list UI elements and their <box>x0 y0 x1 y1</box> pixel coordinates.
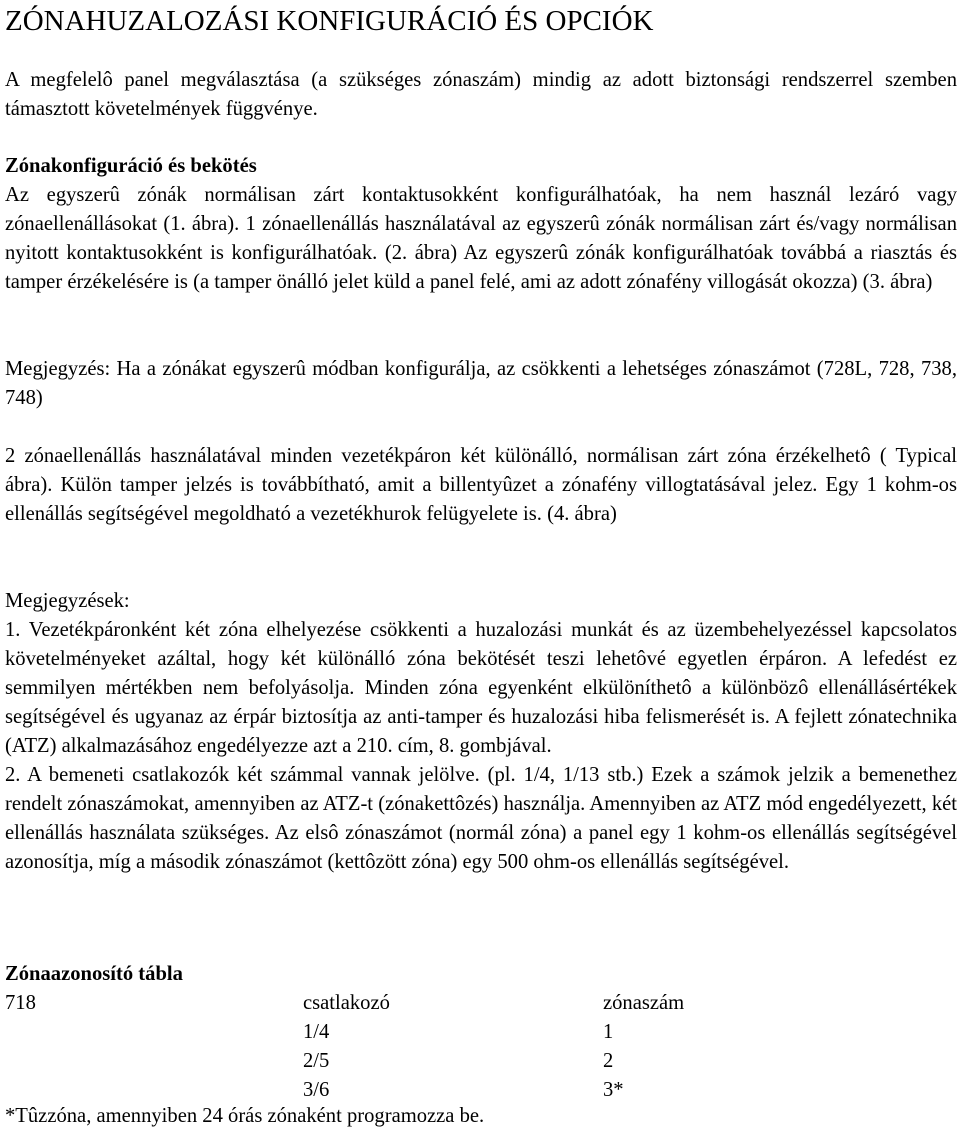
zone-table-heading: Zónaazonosító tábla <box>5 963 183 985</box>
table-cell-zone: 1 <box>603 1021 614 1043</box>
notes-heading: Megjegyzések: <box>5 590 130 612</box>
notes-item-2: 2. A bemeneti csatlakozók két számmal vannak jelölve. (pl. 1/4, 1/13 stb.) Ezek a számok jelzik a bemenethez rendelt zónaszámokat, amennyiben az ATZ-t (zónakettôzés) használja. Amennyiben az ATZ mód engedélyezett, két ellenállás használata szükséges. Az elsô zónaszámot (normál zóna) a panel egy 1 kohm-os ellenállás segítségével azonosítja, míg a második zónaszámot (kettôzött zóna) egy 500 ohm-os ellenállás segítségével. <box>5 764 957 873</box>
section-body: Az egyszerû zónák normálisan zárt kontaktusokként konfigurálhatóak, ha nem használ lezáró vagy zónaellenállásokat (1. ábra). 1 zónaellenállás használatával az egyszerû zónák normálisan zárt és/vagy normálisan nyitott kontaktusokként is konfigurálhatóak. (2. ábra) Az egyszerû zónák konfigurálhatóak továbbá a riasztás és tamper érzékelésére is (a tamper önálló jelet küld a panel felé, ami az adott zónafény villogását okozza) (3. ábra) <box>5 184 957 293</box>
zone-table-header-connector: csatlakozó <box>303 992 390 1014</box>
notes-section <box>5 587 957 877</box>
section-zone-configuration <box>5 152 957 297</box>
zone-table-header-zone: zónaszám <box>603 992 685 1014</box>
intro-paragraph: A megfelelô panel megválasztása (a szükséges zónaszám) mindig az adott biztonsági rendszerrel szemben támasztott követelmények függvénye. <box>5 69 957 120</box>
table-cell-connector: 2/5 <box>303 1050 330 1072</box>
note-paragraph: Megjegyzés: Ha a zónákat egyszerû módban konfigurálja, az csökkenti a lehetséges zónaszámot (728L, 728, 738, 748) <box>5 358 957 409</box>
notes-item-1: 1. Vezetékpáronként két zóna elhelyezése csökkenti a huzalozási munkát és az üzembehelyezéssel kapcsolatos követelményeket azáltal, hogy két különálló zóna bekötését teszi lehetôvé egyetlen érpáron. A lefedést ez semmilyen mértékben nem befolyásolja. Minden zóna egyenként elkülöníthetô a különbözô ellenállásértékek segítségével és ugyanaz az érpár biztosítja az anti-tamper és huzalozási hiba felismerését is. A fejlett zónatechnika (ATZ) alkalmazásához engedélyezze azt a 210. cím, 8. gombjával. <box>5 619 957 757</box>
table-cell-connector: 1/4 <box>303 1021 330 1043</box>
zone-table-model: 718 <box>5 992 36 1014</box>
section-heading: Zónakonfiguráció és bekötés <box>5 155 257 177</box>
two-resistor-paragraph: 2 zónaellenállás használatával minden vezetékpáron két különálló, normálisan zárt zóna érzékelhetô ( Typical ábra). Külön tamper jelzés is továbbítható, amit a billentyûzet a zónafény villogtatásával jelez. Egy 1 kohm-os ellenállás segítségével megoldható a vezetékhurok felügyelete is. (4. ábra) <box>5 445 957 525</box>
table-cell-connector: 3/6 <box>303 1079 330 1101</box>
table-cell-zone: 2 <box>603 1050 614 1072</box>
page-title: ZÓNAHUZALOZÁSI KONFIGURÁCIÓ ÉS OPCIÓK <box>5 5 654 37</box>
zone-table-footnote: *Tûzzóna, amennyiben 24 órás zónaként programozza be. <box>5 1105 485 1127</box>
table-cell-zone: 3* <box>603 1079 624 1101</box>
